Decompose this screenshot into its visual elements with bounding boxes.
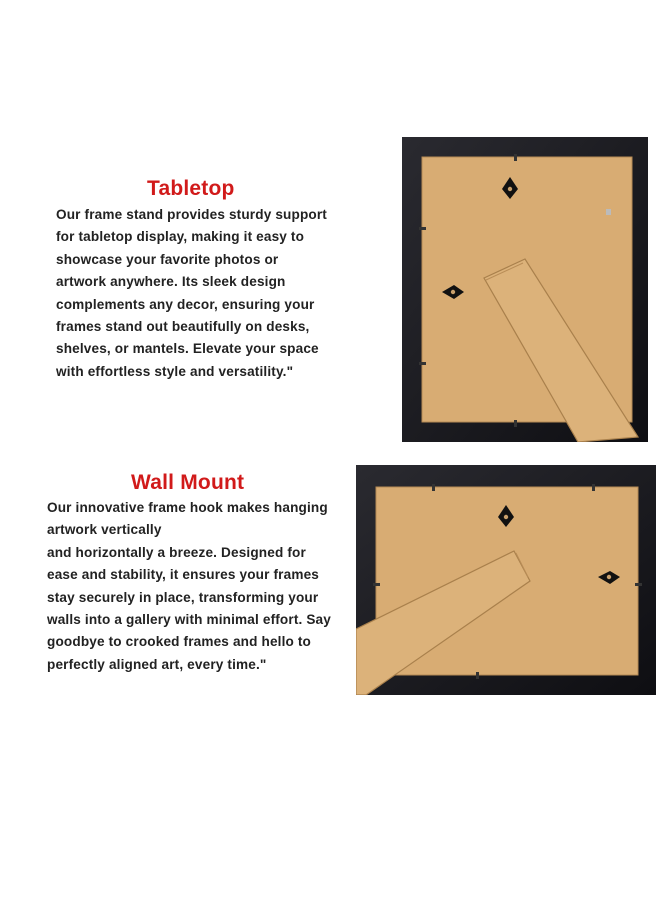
- wall-mount-line: goodbye to crooked frames and hello to: [47, 634, 312, 650]
- tabletop-line: frames stand out beautifully on desks,: [56, 319, 310, 335]
- tabletop-line: shelves, or mantels. Elevate your space: [56, 341, 319, 357]
- wall-mount-description: [47, 497, 331, 676]
- wall-mount-line: stay securely in place, transforming your: [47, 589, 319, 605]
- tabletop-line: artwork anywhere. Its sleek design: [56, 274, 286, 290]
- tabletop-line: showcase your favorite photos or: [56, 251, 279, 267]
- tabletop-frame-image: [402, 137, 648, 442]
- tabletop-line: Our frame stand provides sturdy support: [56, 207, 327, 222]
- tabletop-heading: Tabletop: [147, 177, 235, 200]
- wall-mount-line: and horizontally a breeze. Designed for: [47, 544, 306, 560]
- wall-mount-line: Our innovative frame hook makes hanging: [47, 500, 328, 515]
- tabletop-description: [56, 204, 327, 383]
- wall-mount-line: perfectly aligned art, every time.": [47, 656, 267, 672]
- tabletop-line: with effortless style and versatility.": [56, 363, 294, 379]
- wall-mount-line: artwork vertically: [47, 522, 162, 538]
- tabletop-line: for tabletop display, making it easy to: [56, 229, 305, 245]
- wall-mount-line: ease and stability, it ensures your frames: [47, 567, 319, 583]
- wall-mount-line: walls into a gallery with minimal effort. Say: [47, 612, 331, 628]
- tabletop-line: complements any decor, ensuring your: [56, 296, 315, 312]
- wall-mount-heading: Wall Mount: [131, 471, 245, 494]
- wall-mount-frame-image: [356, 465, 656, 695]
